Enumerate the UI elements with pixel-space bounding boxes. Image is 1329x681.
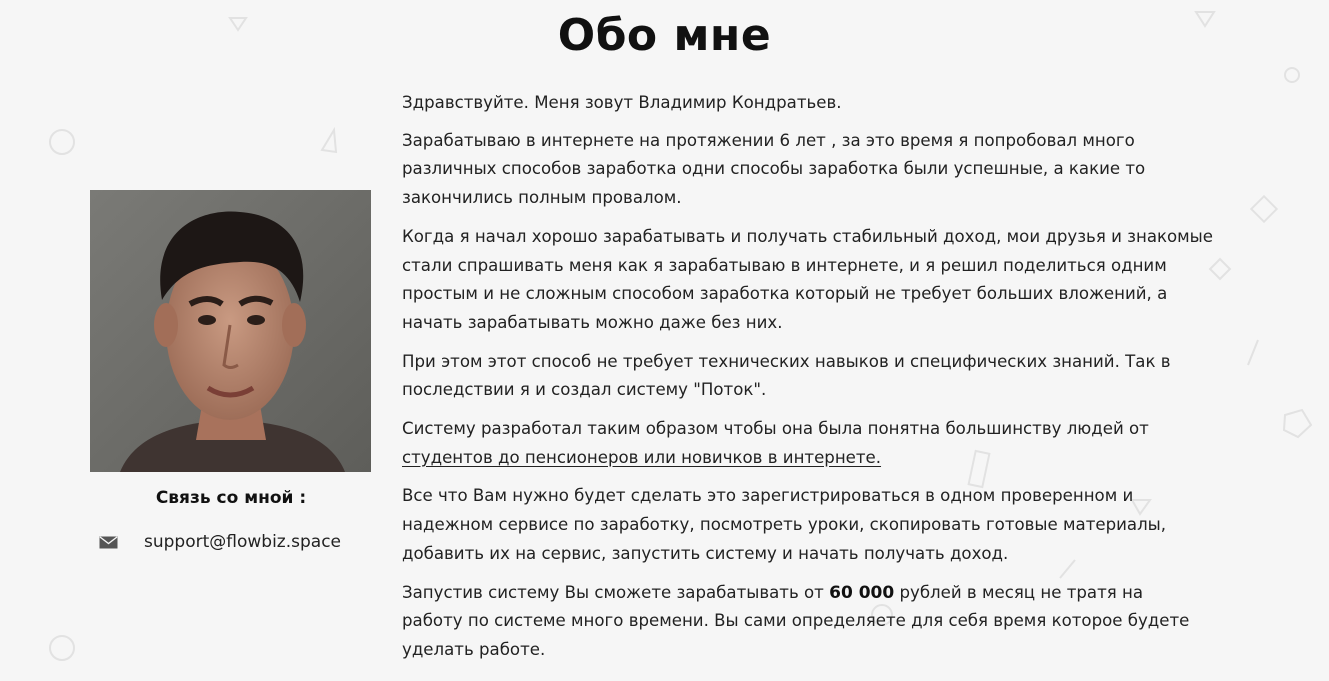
hexagon-decor-icon bbox=[1284, 410, 1311, 437]
income-text-after: рублей в месяц не тратя на работу по системе много времени. Вы сами определяете для себя время которое будете уделать работе. bbox=[402, 582, 1190, 659]
envelope-icon bbox=[99, 536, 118, 549]
page-title: Обо мне bbox=[557, 10, 772, 61]
about-paragraph-experience: Зарабатываю в интернете на протяжении 6 лет , за это время я попробовал много различных способов заработка одни способы заработка были успешные, а какие то закончились полным провалом. bbox=[402, 130, 1146, 208]
contact-heading: Связь со мной : bbox=[155, 488, 307, 508]
about-paragraph-system: При этом этот способ не требует технических навыков и специфических знаний. Так в последствии я и создал систему "Поток". bbox=[402, 351, 1171, 400]
audience-link[interactable]: студентов до пенсионеров или новичков в интернете. bbox=[402, 447, 882, 467]
income-text-before: Запустив систему Вы сможете зарабатывать от bbox=[402, 582, 830, 602]
triangle-decor-icon bbox=[322, 130, 336, 152]
avatar bbox=[90, 190, 371, 472]
about-text bbox=[402, 89, 1262, 675]
circle-decor-icon bbox=[50, 636, 74, 660]
income-amount: 60 000 bbox=[829, 582, 895, 603]
email-link[interactable]: support@flowbiz.space bbox=[144, 532, 341, 552]
circle-decor-icon bbox=[1285, 68, 1299, 82]
about-paragraph-steps: Все что Вам нужно будет сделать это зарегистрироваться в одном проверенном и надежном сервисе по заработку, посмотреть уроки, скопировать готовые материалы, добавить их на сервис, запустить систему и начать получать доход. bbox=[402, 486, 1167, 563]
about-paragraph-income bbox=[402, 579, 1262, 665]
contact-column bbox=[90, 190, 372, 554]
audience-text: Систему разработал таким образом чтобы она была понятна большинству людей от bbox=[402, 419, 1149, 439]
portrait-photo-icon bbox=[90, 190, 371, 472]
contact-email-row bbox=[90, 530, 372, 554]
about-paragraph-friends: Когда я начал хорошо зарабатывать и получать стабильный доход, мои друзья и знакомые стали спрашивать меня как я зарабатываю в интернете, и я решил поделиться одним простым и не сложным способом заработка который не требует больших вложений, а начать зарабатывать можно даже без них. bbox=[402, 226, 1213, 332]
about-paragraph-intro: Здравствуйте. Меня зовут Владимир Кондратьев. bbox=[402, 93, 842, 112]
about-paragraph-audience bbox=[402, 415, 1262, 472]
circle-decor-icon bbox=[50, 130, 74, 154]
